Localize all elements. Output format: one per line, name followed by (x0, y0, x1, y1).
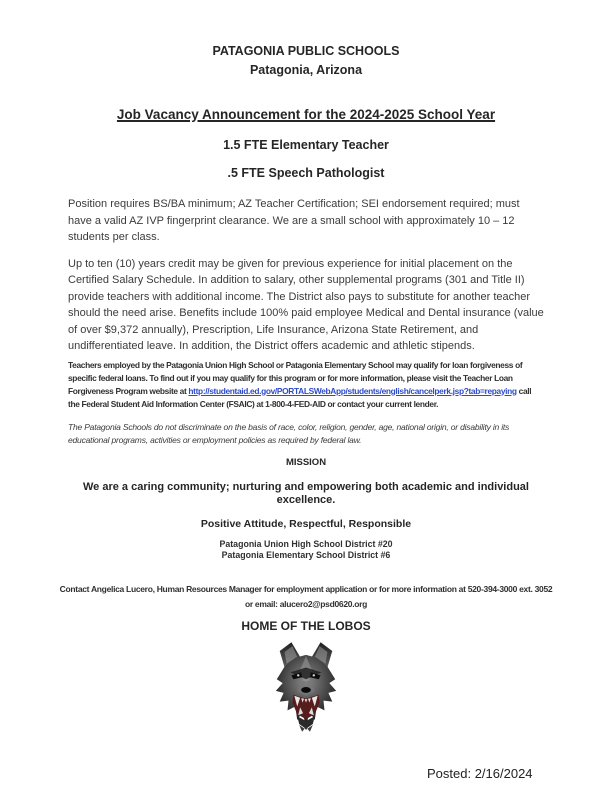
position-elementary-teacher: 1.5 FTE Elementary Teacher (223, 138, 389, 152)
wolf-lobo-image (68, 638, 544, 741)
nondiscrimination-paragraph: The Patagonia Schools do not discriminate on the basis of race, color, religion, gender, age, national origin, or disability in its educational programs, activities or employment policies as required by federal law. (68, 421, 510, 445)
mission-statement: We are a caring community; nurturing and empowering both academic and individual excellence. (83, 480, 529, 506)
org-location: Patagonia, Arizona (249, 63, 363, 77)
teacher-loan-forgiveness-link[interactable]: http://studentaid.ed.gov/PORTALSWebApp/students/english/cancelperk.jsp?tab=repaying (188, 385, 517, 396)
home-of-the-lobos-heading: HOME OF THE LOBOS (241, 618, 371, 633)
posted-date: Posted: 2/16/2024 (427, 766, 533, 781)
vacancy-title: Job Vacancy Announcement for the 2024-2025 School Year (116, 107, 496, 122)
loan-forgiveness-text-after: call the Federal Student Aid Information Center (FSAIC) at 1-800-4-FED-AID or contact your current lender. (68, 385, 532, 409)
benefits-paragraph: Up to ten (10) years credit may be given for previous experience for initial placement on the Certified Salary Schedule. In addition to salary, other supplemental programs (301 and Title II) provide teachers with additional income. The District also pays to substitute for another teacher should the need arise. Benefits include 100% paid employee Medical and Dental insurance (value of over $9,372 annually), Prescription, Life Insurance, Arizona State Retirement, and undifferentiated leave. In addition, the District offers academic and athletic stipends. (68, 257, 544, 352)
wolf-head-icon (270, 638, 342, 736)
mission-heading: MISSION (285, 456, 327, 468)
mission-motto: Positive Attitude, Respectful, Responsible (200, 517, 412, 530)
loan-forgiveness-paragraph (68, 359, 544, 411)
position-speech-pathologist: .5 FTE Speech Pathologist (227, 166, 385, 180)
requirements-paragraph: Position requires BS/BA minimum; AZ Teacher Certification; SEI endorsement required; must have a valid AZ IVP fingerprint clearance. We are a small school with approximately 10 – 12 students per class. (68, 198, 520, 243)
org-name: PATAGONIA PUBLIC SCHOOLS (212, 44, 400, 58)
district-elementary-school: Patagonia Elementary School District #6 (221, 550, 391, 560)
contact-info: Contact Angelica Lucero, Human Resources Manager for employment application or for more information at 520-394-3000 ext. 3052 or email: alucero2@psd0620.org (59, 583, 553, 609)
district-union-high-school: Patagonia Union High School District #20 (219, 538, 393, 549)
loan-forgiveness-text-before: Teachers employed by the Patagonia Union High School or Patagonia Elementary School may qualify for loan forgiveness of specific federal loans. To find out if you may qualify for this program or for more information, please visit the Teacher Loan Forgiveness Program website at (68, 359, 523, 396)
